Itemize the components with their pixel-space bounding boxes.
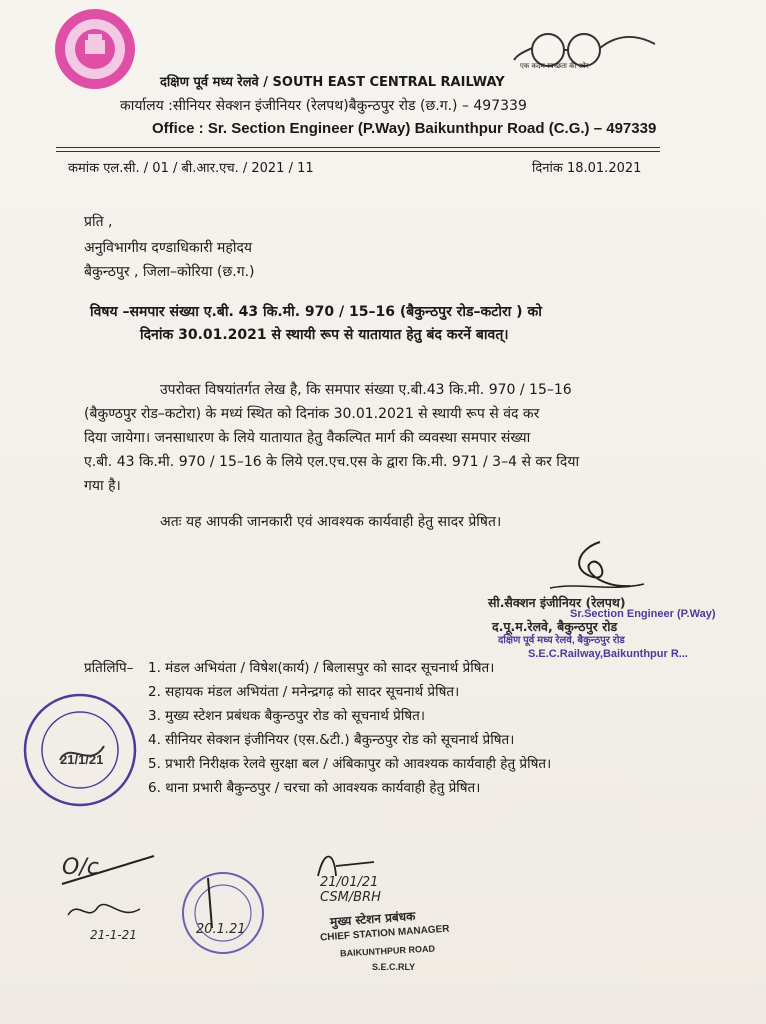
copy-to-item: 6. थाना प्रभारी बैकुन्ठपुर / चरचा को आवश्यक कार्यवाही हेतु प्रेषित। [148, 780, 481, 796]
station-manager-stamp-en1: CHIEF STATION MANAGER [319, 923, 450, 944]
copy-to-label: प्रतिलिपि– [84, 660, 134, 676]
header-divider [56, 147, 660, 148]
header-divider-2 [56, 151, 660, 152]
body-line: ए.बी. 43 कि.मी. 970 / 15–16 के लिये एल.एच.एस के द्वारा कि.मी. 971 / 3–4 से कर दिया [84, 454, 580, 470]
copy-to-item: 3. मुख्य स्टेशन प्रबंधक बैकुन्ठपुर रोड को सूचनार्थ प्रेषित। [148, 708, 425, 724]
reference-number: कमांक एल.सी. / 01 / बी.आर.एच. / 2021 / 11 [68, 161, 314, 176]
body-line: उपरोक्त विषयांतर्गत लेख है, कि समपार संख्या ए.बी.43 कि.मी. 970 / 15–16 [160, 382, 572, 398]
round-stamp-date: 20.1.21 [196, 922, 246, 937]
oc-underline [58, 848, 158, 888]
received-round-stamp [178, 868, 268, 958]
letter-date: दिनांक 18.01.2021 [532, 161, 642, 176]
office-hindi: कार्यालय :सीनियर सेक्शन इंजीनियर (रेलपथ)बैकुन्ठपुर रोड (छ.ग.) – 497339 [120, 98, 527, 114]
initials-scribble [64, 895, 144, 925]
office-english: Office : Sr. Section Engineer (P.Way) Baikunthpur Road (C.G.) – 497339 [152, 120, 657, 137]
copy-to-item: 1. मंडल अभियंता / विषेश(कार्य) / बिलासपुर को सादर सूचनार्थ प्रेषित। [148, 660, 495, 676]
signature-graphic [540, 538, 650, 598]
copy-to-item: 2. सहायक मंडल अभियंता / मनेन्द्रगढ़ को सादर सूचनार्थ प्रेषित। [148, 684, 460, 700]
addressee-prefix: प्रति , [84, 214, 113, 230]
station-manager-handwritten: 21/01/21 CSM/BRH [320, 875, 381, 905]
addressee-line1: अनुविभागीय दण्डाधिकारी महोदय [84, 240, 253, 256]
police-round-stamp [20, 690, 140, 810]
closing-line: अतः यह आपकी जानकारी एवं आवश्यक कार्यवाही हेतु सादर प्रेषित। [160, 514, 502, 530]
subject-line2: दिनांक 30.01.2021 से स्थायी रूप से यातायात हेतु बंद करनें बावत्। [140, 327, 509, 343]
police-stamp-date: 21/1/21 [60, 752, 104, 767]
subject-line1: विषय –समपार संख्या ए.बी. 43 कि.मी. 970 / 15–16 (बैकुन्ठपुर रोड–कटोरा ) को [90, 304, 542, 320]
copy-to-item: 4. सीनियर सेक्शन इंजीनियर (एस.&टी.) बैकुन्ठपुर रोड को सूचनार्थ प्रेषित। [148, 732, 515, 748]
swachh-bharat-icon [510, 30, 660, 80]
signatory-office: द.पू.म.रेलवे, बैकुन्ठपुर रोड [492, 619, 618, 634]
copy-to-item: 5. प्रभारी निरीक्षक रेलवे सुरक्षा बल / अंबिकापुर को आवश्यक कार्यवाही हेतु प्रेषित। [148, 756, 552, 772]
swachh-tagline: एक कदम स्वच्छता की ओर [520, 62, 589, 70]
station-manager-stamp-en2: BAIKUNTHPUR ROAD [339, 943, 436, 959]
station-manager-stamp-en3: S.E.C.RLY [372, 962, 416, 972]
railway-name: दक्षिण पूर्व मध्य रेलवे / SOUTH EAST CENTRAL RAILWAY [160, 75, 505, 90]
oc-mark: O/c [62, 855, 99, 880]
initials-date: 21-1-21 [90, 928, 137, 942]
body-line: गया है। [84, 478, 121, 494]
indian-railways-logo-icon [52, 6, 138, 92]
signatory-stamp-line2: दक्षिण पूर्व मध्य रेलवे, बैकुन्ठपुर रोड [498, 635, 625, 646]
signatory-stamp-line3: S.E.C.Railway,Baikunthpur R... [528, 648, 688, 660]
body-line: दिया जायेगा। जनसाधारण के लिये यातायात हेतु वैकल्पित मार्ग की व्यवस्था समपार संख्या [84, 430, 531, 446]
station-manager-stamp-hi: मुख्य स्टेशन प्रबंधक [329, 909, 416, 929]
signatory-stamp-line1: Sr.Section Engineer (P.Way) [570, 608, 716, 620]
signatory-designation: सी.सैक्शन इंजीनियर (रेलपथ) [488, 595, 626, 610]
body-line: (बैकुण्ठपुर रोड–कटोरा) के मध्यं स्थित को दिनांक 30.01.2021 से स्थायी रूप से वंद कर [84, 406, 540, 422]
addressee-line2: बैकुन्ठपुर , जिला–कोरिया (छ.ग.) [84, 264, 255, 280]
